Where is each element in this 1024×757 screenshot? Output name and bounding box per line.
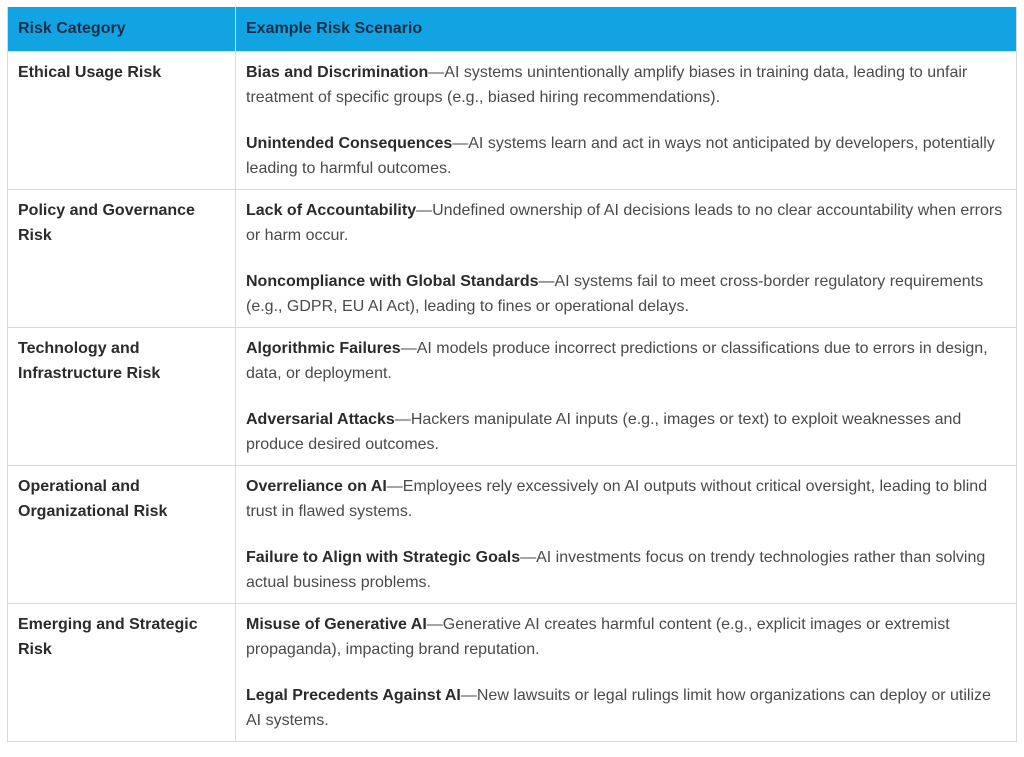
risk-scenario-cell — [236, 466, 1017, 604]
scenario-item: Failure to Align with Strategic Goals—AI investments focus on trendy technologies rather than solving actual business problems. — [246, 549, 986, 591]
scenario-item: Legal Precedents Against AI—New lawsuits or legal rulings limit how organizations can deploy or utilize AI systems. — [246, 687, 991, 729]
scenario-title: Adversarial Attacks — [246, 411, 395, 428]
scenario-text: AI models produce incorrect predictions or classifications due to errors in design, data, or deployment. — [246, 340, 988, 382]
table-row — [8, 328, 1017, 466]
scenario-item: Unintended Consequences—AI systems learn and act in ways not anticipated by developers, potentially leading to harmful outcomes. — [246, 135, 995, 177]
table-row — [8, 190, 1017, 328]
risk-scenario-cell — [236, 328, 1017, 466]
risk-category-cell: Operational and Organizational Risk — [8, 466, 236, 604]
scenario-item: Overreliance on AI—Employees rely excessively on AI outputs without critical oversight, leading to blind trust in flawed systems. — [246, 478, 988, 520]
scenario-text: AI systems fail to meet cross-border regulatory requirements (e.g., GDPR, EU AI Act), leading to fines or operational delays. — [246, 273, 984, 315]
scenario-text: AI investments focus on trendy technologies rather than solving actual business problems. — [246, 549, 986, 591]
table-row — [8, 52, 1017, 190]
scenario-title: Misuse of Generative AI — [246, 616, 427, 633]
scenario-text: New lawsuits or legal rulings limit how organizations can deploy or utilize AI systems. — [246, 687, 991, 729]
risk-category-cell: Technology and Infrastructure Risk — [8, 328, 236, 466]
scenario-title: Failure to Align with Strategic Goals — [246, 549, 521, 566]
scenario-item: Bias and Discrimination—AI systems unintentionally amplify biases in training data, leading to unfair treatment of specific groups (e.g., biased hiring recommendations). — [246, 64, 968, 106]
scenario-item: Adversarial Attacks—Hackers manipulate AI inputs (e.g., images or text) to exploit weaknesses and produce desired outcomes. — [246, 411, 962, 453]
scenario-item: Lack of Accountability—Undefined ownership of AI decisions leads to no clear accountability when errors or harm occur. — [246, 202, 1003, 244]
scenario-text: AI systems learn and act in ways not anticipated by developers, potentially leading to harmful outcomes. — [246, 135, 995, 177]
scenario-text: Employees rely excessively on AI outputs without critical oversight, leading to blind trust in flawed systems. — [246, 478, 988, 520]
risk-category-cell: Ethical Usage Risk — [8, 52, 236, 190]
risk-scenario-cell — [236, 52, 1017, 190]
scenario-title: Unintended Consequences — [246, 135, 453, 152]
scenario-title: Algorithmic Failures — [246, 340, 401, 357]
scenario-title: Bias and Discrimination — [246, 64, 429, 81]
scenario-text: Undefined ownership of AI decisions leads to no clear accountability when errors or harm occur. — [246, 202, 1003, 244]
scenario-title: Noncompliance with Global Standards — [246, 273, 539, 290]
header-example-risk-scenario: Example Risk Scenario — [236, 7, 1017, 52]
header-risk-category: Risk Category — [8, 7, 236, 52]
scenario-item: Noncompliance with Global Standards—AI systems fail to meet cross-border regulatory requirements (e.g., GDPR, EU AI Act), leading to fines or operational delays. — [246, 273, 984, 315]
scenario-text: Generative AI creates harmful content (e.g., explicit images or extremist propaganda), impacting brand reputation. — [246, 616, 950, 658]
scenario-title: Lack of Accountability — [246, 202, 417, 219]
scenario-text: Hackers manipulate AI inputs (e.g., images or text) to exploit weaknesses and produce desired outcomes. — [246, 411, 962, 453]
risk-scenario-cell — [236, 604, 1017, 742]
table-body — [8, 52, 1017, 742]
table-row — [8, 466, 1017, 604]
scenario-text: AI systems unintentionally amplify biases in training data, leading to unfair treatment of specific groups (e.g., biased hiring recommendations). — [246, 64, 968, 106]
table-row — [8, 604, 1017, 742]
scenario-item: Misuse of Generative AI—Generative AI creates harmful content (e.g., explicit images or extremist propaganda), impacting brand reputation. — [246, 616, 950, 658]
risk-scenario-cell — [236, 190, 1017, 328]
table-header — [8, 7, 1017, 52]
risk-category-cell: Policy and Governance Risk — [8, 190, 236, 328]
risk-category-cell: Emerging and Strategic Risk — [8, 604, 236, 742]
risk-table — [7, 7, 1017, 742]
scenario-item: Algorithmic Failures—AI models produce incorrect predictions or classifications due to errors in design, data, or deployment. — [246, 340, 988, 382]
header-row — [8, 7, 1017, 52]
scenario-title: Overreliance on AI — [246, 478, 387, 495]
scenario-title: Legal Precedents Against AI — [246, 687, 461, 704]
